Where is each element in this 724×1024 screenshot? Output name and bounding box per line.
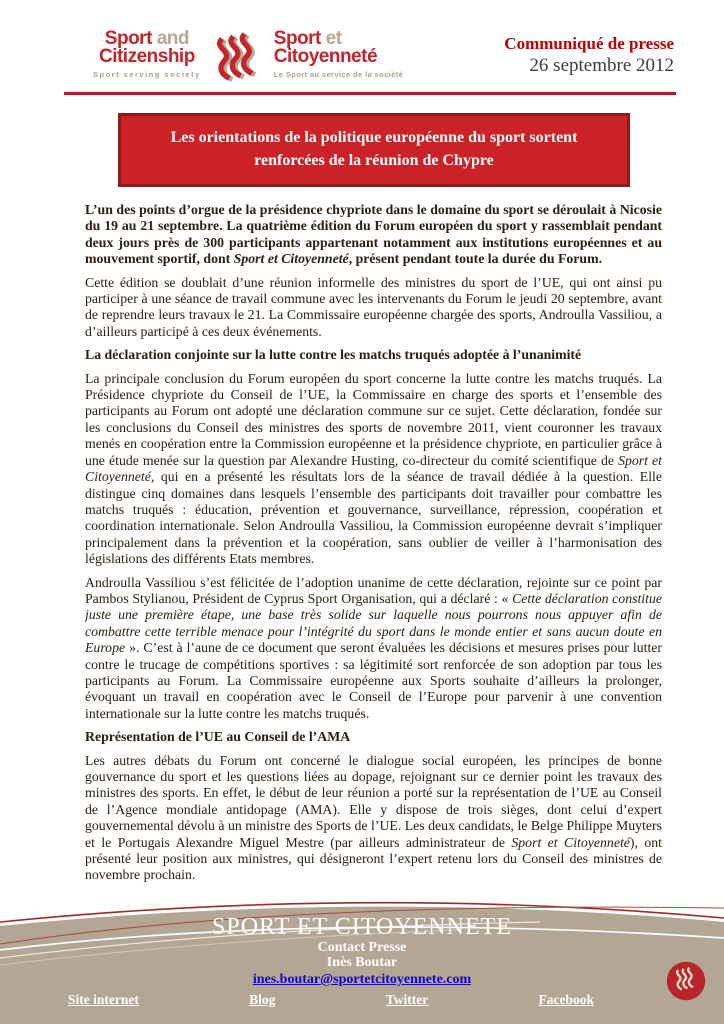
logo-fr-word1: Sport bbox=[273, 28, 321, 49]
body-paragraph: La principale conclusion du Forum européen du sport concerne la lutte contre les matchs truqués. La Présidence chypriote du Conseil de l’UE, la Commissaire en charge des sports et l’ensemble des participants au Forum ont adopté une déclaration commune sur ce sujet. Cette déclaration, fondée sur les conclusions du Conseil des ministres des sports de novembre 2011, vient couronner les travaux menés en coopération entre la Commission européenne et la présidence chypriote, en particulier grâce à une étude menée sur la question par Alexandre Husting, co-directeur du comité scientifique de Sport et Citoyenneté, qui en a présenté les résultats lors de la séance de travail dédiée à la question. Elle distingue cinq domaines dans lesquels l’ensemble des participants doit travailler pour combattre les matchs truqués : éducation, prévention et gouvernance, surveillance, répression, coopération et coordination internationale. Selon Androulla Vassiliou, la Commission européenne devrait s’impliquer principalement dans la prévention et la coopération, sans oublier de veiller à l’harmonisation des législations des différents Etats membres. bbox=[85, 370, 662, 567]
body-paragraph: Cette édition se doublait d’une réunion informelle des ministres du sport de l’UE, qui ont ainsi pu participer à une séance de travail commune avec les intervenants du Forum le jeudi 20 septembre, avant de reprendre leurs travaux le 21. La Commissaire européenne chargée des sports, Androulla Vassiliou, a d’ailleurs participé à ces deux événements. bbox=[85, 274, 662, 339]
page-title: Les orientations de la politique européenne du sport sortent renforcées de la réunion de Chypre bbox=[170, 129, 578, 169]
footer-link-facebook[interactable]: Facebook bbox=[538, 992, 594, 1007]
document-body bbox=[85, 202, 662, 888]
email-link[interactable]: ines.boutar@sportetcitoyennete.com bbox=[252, 972, 472, 987]
logo-group bbox=[93, 28, 403, 90]
logo-fr-tagline: Le Sport au service de la société bbox=[273, 70, 404, 79]
footer-link-site-internet[interactable]: Site internet bbox=[68, 992, 139, 1007]
logo-fr-word3: Citoyenneté bbox=[273, 46, 378, 67]
body-paragraph: Androulla Vassiliou s’est félicitée de l’adoption unanime de cette déclaration, rejointe sur ce point par Pambos Stylianou, Président de Cyprus Sport Organisation, qui a déclaré : « Cette déclaration constitue juste une première étape, une base très solide sur laquelle nous pourrons nous appuyer afin de combattre cette terrible menace pour l’intégrité du sport dans le monde entier et sans aucun doute en Europe ». C’est à l’aune de ce document que seront évaluées les décisions et mesures prises pour lutter contre le trucage de compétitions sportives : sa légitimité sort renforcée de son adoption par tous les participants au Forum. La Commissaire européenne aux Sports souhaite d’ailleurs la prolonger, évoquant un travail en coopération avec le Conseil de l’Europe pour parvenir à une convention internationale sur la lutte contre les matchs truqués. bbox=[85, 574, 662, 721]
logo-en-tagline: Sport serving society bbox=[93, 70, 201, 79]
logo-en-word3: Citizenship bbox=[98, 46, 195, 67]
logo-en-word2: and bbox=[156, 28, 189, 49]
footer-link-blog[interactable]: Blog bbox=[249, 992, 276, 1007]
logo-sport-and-citizenship bbox=[93, 30, 201, 79]
footer-links bbox=[0, 992, 660, 1008]
body-paragraph: Les autres débats du Forum ont concerné le dialogue social européen, les principes de bonne gouvernance du sport et les questions liées au dopage, rejoignant sur ce dernier point les travaux des ministres des sports. En effet, le début de leur réunion a porté sur la représentation de l’UE au Conseil de l’Agence mondiale antidopage (AMA). Elle y dispose de trois sièges, dont celui d’expert gouvernemental dévolu à un ministre des Sports de l’UE. Les deux candidats, le Belge Philippe Muyters et le Portugais Alexandre Miguel Mestre (par ailleurs administrateur de Sport et Citoyenneté), ont présenté leur position aux ministres, qui désigneront l’expert retenu lors du Conseil des ministres de novembre prochain. bbox=[85, 752, 662, 883]
footer-link-twitter[interactable]: Twitter bbox=[385, 992, 429, 1007]
section-heading: La déclaration conjointe sur la lutte contre les matchs truqués adoptée à l’unanimité bbox=[85, 347, 582, 363]
document-date: 26 septembre 2012 bbox=[529, 55, 674, 76]
document-type: Communiqué de presse bbox=[504, 34, 674, 53]
body-paragraph: L’un des points d’orgue de la présidence chypriote dans le domaine du sport se déroulait à Nicosie du 19 au 21 septembre. La quatrième édition du Forum européen du sport y rassemblait pendant deux jours près de 300 participants appartenant notamment aux institutions européennes et au mouvement sportif, dont Sport et Citoyenneté, présent pendant toute la durée du Forum. bbox=[85, 202, 662, 267]
spiral-logo-icon bbox=[209, 28, 266, 90]
title-banner bbox=[118, 113, 630, 187]
logo-en-word1: Sport bbox=[104, 28, 152, 49]
header-rule bbox=[64, 92, 676, 95]
logo-fr-word2: et bbox=[325, 28, 342, 49]
footer bbox=[0, 892, 724, 1024]
footer-contact-label: Contact Presse bbox=[317, 940, 407, 955]
footer-spiral-logo-icon bbox=[664, 959, 708, 1008]
footer-title: SPORT ET CITOYENNETE bbox=[212, 914, 512, 940]
footer-contact-name: Inès Boutar bbox=[326, 955, 398, 970]
section-heading: Représentation de l’UE au Conseil de l’AMA bbox=[85, 729, 351, 745]
logo-sport-et-citoyennete bbox=[274, 30, 404, 79]
press-release-block bbox=[504, 34, 674, 78]
header bbox=[0, 28, 724, 90]
footer-content bbox=[0, 892, 724, 1024]
